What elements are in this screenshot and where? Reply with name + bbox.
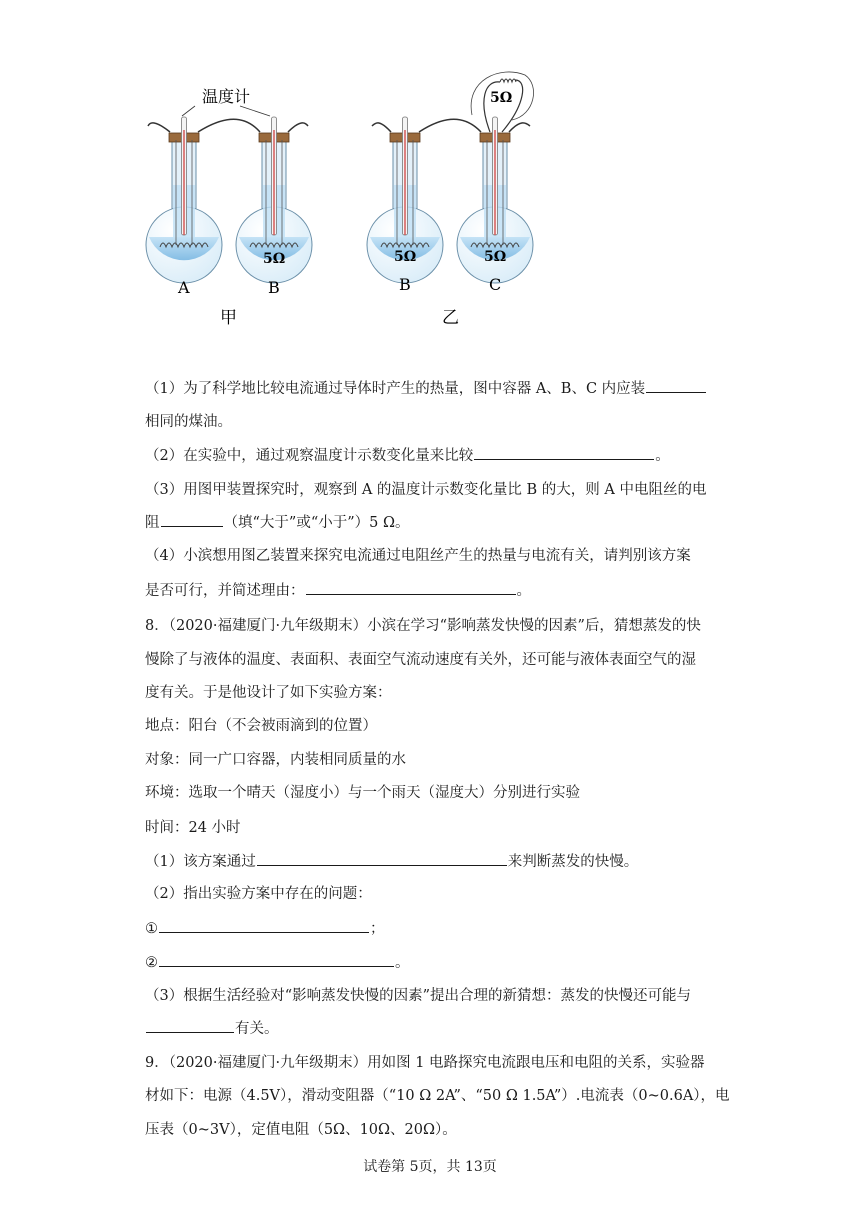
text-line (145, 546, 691, 566)
text-line (145, 1120, 457, 1140)
text-line (145, 1053, 705, 1073)
flask-label-a: A (178, 278, 190, 297)
line-text: （3）根据生活经验对“影响蒸发快慢的因素”提出合理的新猜想：蒸发的快慢还可能与 (145, 988, 692, 1004)
line-text: 相同的煤油。 (145, 414, 232, 430)
text-line (145, 851, 638, 872)
text-line (145, 412, 232, 432)
text-line (145, 716, 377, 736)
line-text-suffix: ； (370, 921, 385, 937)
resistor-label-c: 5Ω (484, 249, 507, 265)
answer-blank[interactable] (646, 378, 706, 393)
text-line (145, 616, 701, 636)
flask-label-b-right: B (399, 275, 411, 294)
line-text-suffix: 。 (516, 583, 531, 599)
line-text: 8．（2020·福建厦门·九年级期末）小滨在学习“影响蒸发快慢的因素”后，猜想蒸发的快 (145, 618, 701, 634)
answer-blank[interactable] (159, 918, 369, 933)
line-text: 压表（0~3V），定值电阻（5Ω、10Ω、20Ω）。 (145, 1122, 457, 1138)
answer-blank[interactable] (474, 445, 654, 460)
text-line (145, 884, 372, 904)
line-text: 对象：同一广口容器，内装相同质量的水 (145, 752, 406, 768)
line-text: 阻 (145, 515, 160, 531)
line-text: 时间：24 小时 (145, 820, 241, 836)
line-text: 地点：阳台（不会被雨滴到的位置） (145, 718, 377, 734)
text-line (145, 1086, 730, 1106)
group-label-yi: 乙 (442, 308, 459, 328)
resistor-label-b-right: 5Ω (394, 249, 417, 265)
thermometer-label: 温度计 (202, 87, 251, 106)
group-label-jia: 甲 (220, 308, 237, 328)
text-line (145, 918, 385, 939)
flask-label-c: C (489, 275, 502, 294)
text-line (145, 750, 406, 770)
text-line (145, 1018, 279, 1039)
line-text: 材如下：电源（4.5V），滑动变阻器（“10 Ω 2A”、“50 Ω 1.5A”）.电流表（0~0.6A），电 (145, 1088, 730, 1104)
line-text: （2）在实验中，通过观察温度计示数变化量来比较 (145, 448, 474, 464)
resistor-label-external: 5Ω (490, 90, 513, 106)
line-text: （1）为了科学地比较电流通过导体时产生的热量，图中容器 A、B、C 内应装 (145, 381, 646, 397)
flask-label-b-left: B (268, 278, 280, 297)
line-text: （4）小滨想用图乙装置来探究电流通过电阻丝产生的热量与电流有关，请判别该方案 (145, 548, 691, 564)
answer-blank[interactable] (306, 580, 516, 595)
text-line (145, 783, 580, 803)
line-text: 是否可行，并简述理由： (145, 583, 305, 599)
experiment-figure (140, 60, 580, 330)
line-text: 环境：选取一个晴天（湿度小）与一个雨天（湿度大）分别进行实验 (145, 785, 580, 801)
text-line (145, 986, 691, 1006)
answer-blank[interactable] (257, 851, 507, 866)
text-line (145, 480, 706, 500)
text-line (145, 580, 531, 601)
line-text: 慢除了与液体的温度、表面积、表面空气流动速度有关外，还可能与液体表面空气的湿 (145, 652, 696, 668)
text-line (145, 818, 241, 838)
line-text-suffix: 。 (395, 955, 410, 971)
line-text-suffix: 。 (655, 448, 670, 464)
resistor-label-b-left: 5Ω (263, 251, 286, 267)
line-text: （3）用图甲装置探究时，观察到 A 的温度计示数变化量比 B 的大，则 A 中电阻丝的电 (145, 482, 707, 498)
line-text: （1）该方案通过 (145, 854, 256, 870)
text-line (145, 683, 392, 703)
answer-blank[interactable] (161, 512, 223, 527)
line-text-suffix: 来判断蒸发的快慢。 (507, 854, 639, 870)
line-text: （2）指出实验方案中存在的问题： (145, 886, 372, 902)
text-line (145, 378, 707, 399)
line-text: ② (145, 955, 158, 971)
line-text: 度有关。于是他设计了如下实验方案： (145, 685, 392, 701)
text-line (145, 650, 696, 670)
answer-blank[interactable] (159, 952, 394, 967)
text-line (145, 445, 670, 466)
answer-blank[interactable] (146, 1018, 234, 1033)
line-text-suffix: 有关。 (235, 1021, 279, 1037)
flask-a (146, 117, 222, 283)
line-text-suffix: （填“大于”或“小于”）5 Ω。 (223, 515, 410, 531)
page-footer: 试卷第 5页，共 13页 (363, 1159, 497, 1175)
line-text: 9．（2020·福建厦门·九年级期末）用如图 1 电路探究电流跟电压和电阻的关系，实验器 (145, 1055, 705, 1071)
text-line (145, 952, 410, 973)
line-text: ① (145, 921, 158, 937)
text-line (145, 512, 410, 533)
